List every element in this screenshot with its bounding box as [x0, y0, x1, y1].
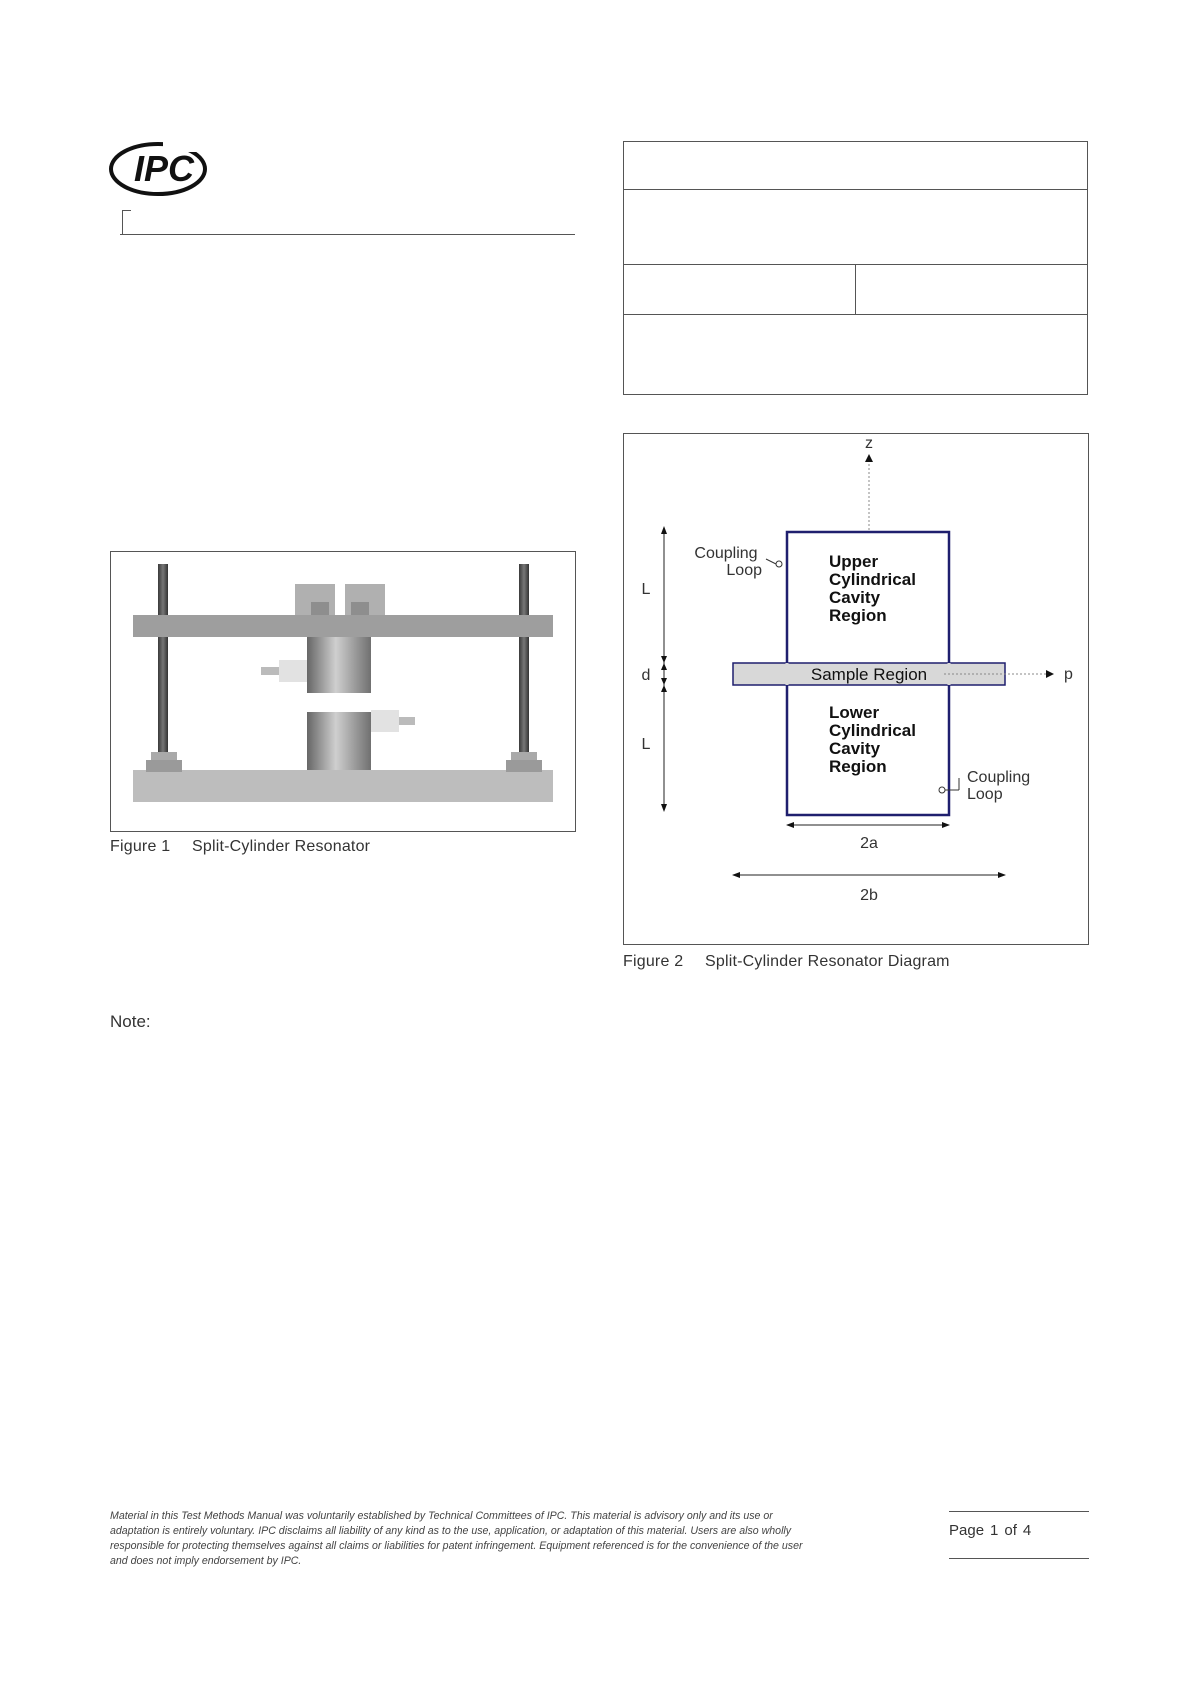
header-bracket [122, 210, 131, 235]
z-axis-label: z [865, 435, 873, 452]
svg-text:Coupling Loop [694, 545, 762, 579]
dimension-2a: 2a [860, 835, 878, 852]
figure-1-number: Figure 1 [110, 838, 171, 855]
page-current: 1 [990, 1522, 999, 1539]
lower-label-4: Region [829, 757, 887, 776]
lower-label-3: Cavity [829, 739, 881, 758]
dimension-L-top: L [641, 581, 651, 598]
upper-label-3: Cavity [829, 588, 881, 607]
lower-label-1: Lower [829, 703, 880, 722]
coupling-loop-bottom-2: Loop [967, 786, 1003, 803]
split-cylinder-diagram [624, 434, 1088, 944]
page-total: 4 [1022, 1522, 1032, 1539]
dimension-2b: 2b [860, 887, 878, 904]
dimension-d: d [641, 667, 651, 684]
note-heading: Note: [110, 1012, 151, 1031]
logo-text: IPC [133, 148, 195, 189]
figure-2-number: Figure 2 [623, 953, 684, 970]
figure-2-caption [623, 953, 950, 971]
figure-1-caption [110, 838, 370, 856]
coupling-loop-top-2: Loop [726, 562, 762, 579]
figure-1-title: Split-Cylinder Resonator [192, 838, 371, 855]
info-row-subject [624, 190, 1087, 265]
p-axis-label: p [1064, 666, 1073, 683]
page-number [949, 1522, 1089, 1539]
svg-text:Upper Cylindrical [829, 552, 921, 625]
split-cylinder-photo [111, 552, 575, 831]
sample-region-label: Sample Region [810, 665, 928, 684]
coupling-loop-top-1: Coupling [694, 545, 758, 562]
disclaimer-text: Material in this Test Methods Manual was voluntarily established by Technical Committees of IPC. This material is advisory only and its use or adaptation is entirely voluntary. IPC disclaims all liability of any kind as to the use, application, or adaptation of this material. Users are also wholly responsible for protecting themselves against all claims or liabilities for patent infringement. Equipment referenced is for the convenience of the user and does not imply endorsement by IPC. [110, 1510, 803, 1567]
info-row-number [624, 142, 1087, 190]
info-cell-divider [855, 265, 856, 314]
svg-text:Coupling Loop [967, 769, 1035, 803]
coupling-loop-bottom-1: Coupling [967, 769, 1031, 786]
ipc-logo [108, 140, 214, 198]
page-of: of [1004, 1522, 1017, 1539]
svg-text:Lower Cylindrical [829, 703, 921, 776]
figure-1-frame [110, 551, 576, 832]
page-label: Page [949, 1522, 985, 1539]
upper-label-4: Region [829, 606, 887, 625]
info-row-date-revision [624, 265, 1087, 315]
figure-2-title: Split-Cylinder Resonator Diagram [705, 953, 950, 970]
figure-2-frame [623, 433, 1089, 945]
upper-label-2: Cylindrical [829, 570, 916, 589]
dimension-L-bottom: L [641, 736, 651, 753]
upper-label-1: Upper [829, 552, 879, 571]
document-info-table [623, 141, 1088, 395]
lower-label-2: Cylindrical [829, 721, 916, 740]
header-rule [120, 234, 575, 235]
